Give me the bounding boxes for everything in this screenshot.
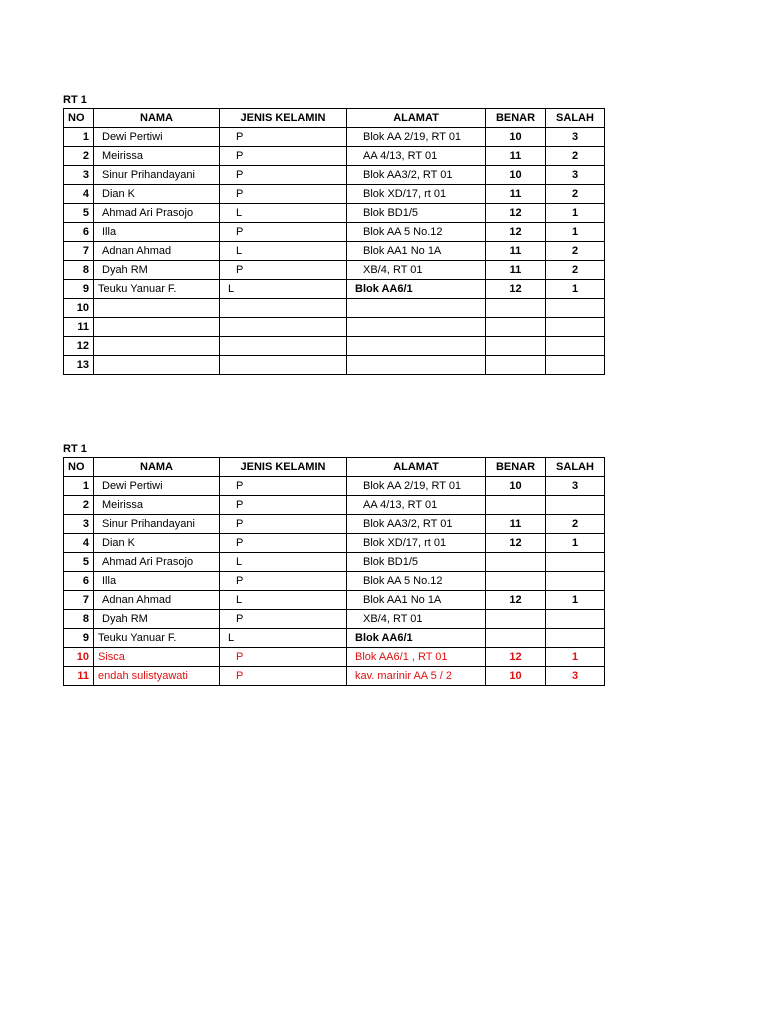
- cell-salah: 2: [546, 242, 605, 261]
- cell-benar: 11: [486, 185, 546, 204]
- cell-salah: 1: [546, 534, 605, 553]
- cell-no: 1: [64, 477, 94, 496]
- cell-no: 5: [64, 204, 94, 223]
- cell-jenis-kelamin: P: [220, 667, 347, 686]
- table-section-2: [63, 441, 605, 686]
- cell-nama: Adnan Ahmad: [94, 591, 220, 610]
- header-benar: BENAR: [486, 109, 546, 128]
- cell-alamat: XB/4, RT 01: [347, 610, 486, 629]
- cell-salah: 2: [546, 147, 605, 166]
- cell-salah: 1: [546, 591, 605, 610]
- cell-jenis-kelamin: [220, 356, 347, 375]
- table-row: [64, 337, 605, 356]
- cell-alamat: AA 4/13, RT 01: [347, 496, 486, 515]
- cell-benar: [486, 318, 546, 337]
- header-alamat: ALAMAT: [347, 109, 486, 128]
- cell-alamat: Blok AA 5 No.12: [347, 223, 486, 242]
- cell-alamat: Blok BD1/5: [347, 553, 486, 572]
- cell-no: 9: [64, 629, 94, 648]
- cell-salah: [546, 299, 605, 318]
- cell-no: 8: [64, 610, 94, 629]
- cell-no: 2: [64, 147, 94, 166]
- cell-alamat: [347, 337, 486, 356]
- table-row: [64, 629, 605, 648]
- cell-nama: Sinur Prihandayani: [94, 166, 220, 185]
- cell-no: 10: [64, 648, 94, 667]
- cell-benar: 11: [486, 147, 546, 166]
- cell-benar: [486, 572, 546, 591]
- cell-salah: 3: [546, 477, 605, 496]
- cell-no: 4: [64, 185, 94, 204]
- cell-alamat: [347, 318, 486, 337]
- cell-nama: Illa: [94, 223, 220, 242]
- cell-jenis-kelamin: P: [220, 128, 347, 147]
- cell-nama: Ahmad Ari Prasojo: [94, 204, 220, 223]
- header-alamat: ALAMAT: [347, 458, 486, 477]
- cell-nama: Meirissa: [94, 147, 220, 166]
- cell-salah: 2: [546, 515, 605, 534]
- table-row: [64, 591, 605, 610]
- cell-jenis-kelamin: P: [220, 166, 347, 185]
- cell-benar: 12: [486, 280, 546, 299]
- cell-nama: [94, 299, 220, 318]
- cell-alamat: Blok XD/17, rt 01: [347, 185, 486, 204]
- header-salah: SALAH: [546, 458, 605, 477]
- cell-no: 7: [64, 242, 94, 261]
- cell-salah: 1: [546, 280, 605, 299]
- cell-alamat: Blok AA1 No 1A: [347, 591, 486, 610]
- cell-no: 11: [64, 667, 94, 686]
- cell-nama: [94, 356, 220, 375]
- cell-nama: Dewi Pertiwi: [94, 128, 220, 147]
- cell-benar: 12: [486, 204, 546, 223]
- header-salah: SALAH: [546, 109, 605, 128]
- cell-benar: 10: [486, 667, 546, 686]
- table-header-row: [64, 109, 605, 128]
- table-row: [64, 515, 605, 534]
- cell-nama: [94, 318, 220, 337]
- cell-salah: 1: [546, 223, 605, 242]
- cell-jenis-kelamin: L: [220, 280, 347, 299]
- cell-benar: [486, 356, 546, 375]
- cell-no: 1: [64, 128, 94, 147]
- cell-benar: 11: [486, 515, 546, 534]
- cell-jenis-kelamin: P: [220, 147, 347, 166]
- cell-no: 13: [64, 356, 94, 375]
- table-row: [64, 534, 605, 553]
- cell-jenis-kelamin: P: [220, 534, 347, 553]
- cell-salah: [546, 629, 605, 648]
- cell-benar: 10: [486, 477, 546, 496]
- cell-salah: 3: [546, 166, 605, 185]
- cell-benar: 10: [486, 166, 546, 185]
- table-section-1: [63, 92, 605, 375]
- cell-alamat: Blok AA 2/19, RT 01: [347, 128, 486, 147]
- cell-no: 9: [64, 280, 94, 299]
- cell-jenis-kelamin: P: [220, 648, 347, 667]
- cell-nama: Sisca: [94, 648, 220, 667]
- cell-jenis-kelamin: P: [220, 496, 347, 515]
- cell-salah: [546, 356, 605, 375]
- section-label: RT 1: [63, 443, 87, 455]
- table-row: [64, 496, 605, 515]
- data-table-2: [63, 457, 605, 686]
- header-jenis-kelamin: JENIS KELAMIN: [220, 458, 347, 477]
- table-row: [64, 128, 605, 147]
- cell-alamat: Blok AA3/2, RT 01: [347, 166, 486, 185]
- cell-jenis-kelamin: L: [220, 242, 347, 261]
- cell-alamat: Blok AA 5 No.12: [347, 572, 486, 591]
- cell-alamat: Blok AA6/1: [347, 280, 486, 299]
- cell-salah: 1: [546, 204, 605, 223]
- cell-nama: Teuku Yanuar F.: [94, 280, 220, 299]
- cell-benar: 10: [486, 128, 546, 147]
- cell-salah: [546, 553, 605, 572]
- table-header-row: [64, 458, 605, 477]
- cell-nama: Teuku Yanuar F.: [94, 629, 220, 648]
- cell-benar: 12: [486, 648, 546, 667]
- cell-benar: [486, 629, 546, 648]
- header-jenis-kelamin: JENIS KELAMIN: [220, 109, 347, 128]
- cell-no: 4: [64, 534, 94, 553]
- cell-alamat: Blok AA6/1 , RT 01: [347, 648, 486, 667]
- cell-nama: [94, 337, 220, 356]
- table-row: [64, 356, 605, 375]
- cell-salah: [546, 610, 605, 629]
- cell-salah: [546, 337, 605, 356]
- cell-jenis-kelamin: P: [220, 477, 347, 496]
- cell-jenis-kelamin: L: [220, 204, 347, 223]
- table-row-highlighted: [64, 667, 605, 686]
- cell-alamat: Blok AA 2/19, RT 01: [347, 477, 486, 496]
- cell-nama: endah sulistyawati: [94, 667, 220, 686]
- cell-alamat: XB/4, RT 01: [347, 261, 486, 280]
- cell-jenis-kelamin: L: [220, 553, 347, 572]
- cell-nama: Dyah RM: [94, 610, 220, 629]
- cell-benar: [486, 299, 546, 318]
- cell-alamat: Blok AA6/1: [347, 629, 486, 648]
- table-row: [64, 610, 605, 629]
- header-benar: BENAR: [486, 458, 546, 477]
- cell-alamat: Blok AA1 No 1A: [347, 242, 486, 261]
- table-row: [64, 223, 605, 242]
- cell-nama: Illa: [94, 572, 220, 591]
- cell-nama: Dian K: [94, 185, 220, 204]
- cell-salah: 2: [546, 261, 605, 280]
- table-row: [64, 242, 605, 261]
- cell-nama: Ahmad Ari Prasojo: [94, 553, 220, 572]
- data-table-1: [63, 108, 605, 375]
- table-row: [64, 185, 605, 204]
- table-row: [64, 261, 605, 280]
- cell-jenis-kelamin: L: [220, 629, 347, 648]
- cell-benar: [486, 496, 546, 515]
- header-nama: NAMA: [94, 458, 220, 477]
- cell-salah: 2: [546, 185, 605, 204]
- cell-no: 3: [64, 515, 94, 534]
- cell-salah: 1: [546, 648, 605, 667]
- cell-no: 3: [64, 166, 94, 185]
- cell-benar: [486, 337, 546, 356]
- header-nama: NAMA: [94, 109, 220, 128]
- cell-jenis-kelamin: L: [220, 591, 347, 610]
- section-label: RT 1: [63, 94, 87, 106]
- table-row: [64, 204, 605, 223]
- table-row: [64, 477, 605, 496]
- cell-alamat: Blok XD/17, rt 01: [347, 534, 486, 553]
- table-row-highlighted: [64, 648, 605, 667]
- cell-jenis-kelamin: [220, 337, 347, 356]
- cell-no: 6: [64, 572, 94, 591]
- cell-salah: 3: [546, 128, 605, 147]
- cell-jenis-kelamin: P: [220, 572, 347, 591]
- cell-nama: Dyah RM: [94, 261, 220, 280]
- cell-no: 5: [64, 553, 94, 572]
- cell-salah: [546, 572, 605, 591]
- cell-alamat: Blok AA3/2, RT 01: [347, 515, 486, 534]
- table-row: [64, 280, 605, 299]
- table-row: [64, 572, 605, 591]
- cell-jenis-kelamin: [220, 299, 347, 318]
- cell-no: 8: [64, 261, 94, 280]
- cell-no: 2: [64, 496, 94, 515]
- cell-benar: 12: [486, 534, 546, 553]
- cell-alamat: Blok BD1/5: [347, 204, 486, 223]
- cell-salah: [546, 318, 605, 337]
- table-row: [64, 553, 605, 572]
- table-row: [64, 318, 605, 337]
- cell-benar: 11: [486, 242, 546, 261]
- cell-nama: Adnan Ahmad: [94, 242, 220, 261]
- cell-salah: 3: [546, 667, 605, 686]
- header-no: NO: [64, 109, 94, 128]
- table-row: [64, 147, 605, 166]
- header-no: NO: [64, 458, 94, 477]
- cell-jenis-kelamin: P: [220, 515, 347, 534]
- cell-jenis-kelamin: P: [220, 610, 347, 629]
- cell-salah: [546, 496, 605, 515]
- table-row: [64, 299, 605, 318]
- cell-jenis-kelamin: [220, 318, 347, 337]
- cell-no: 11: [64, 318, 94, 337]
- cell-alamat: [347, 299, 486, 318]
- cell-jenis-kelamin: P: [220, 223, 347, 242]
- cell-alamat: [347, 356, 486, 375]
- cell-benar: [486, 553, 546, 572]
- cell-benar: [486, 610, 546, 629]
- cell-nama: Sinur Prihandayani: [94, 515, 220, 534]
- cell-nama: Meirissa: [94, 496, 220, 515]
- cell-benar: 11: [486, 261, 546, 280]
- cell-nama: Dewi Pertiwi: [94, 477, 220, 496]
- cell-benar: 12: [486, 223, 546, 242]
- cell-jenis-kelamin: P: [220, 185, 347, 204]
- cell-benar: 12: [486, 591, 546, 610]
- cell-alamat: AA 4/13, RT 01: [347, 147, 486, 166]
- table-row: [64, 166, 605, 185]
- cell-alamat: kav. marinir AA 5 / 2: [347, 667, 486, 686]
- cell-nama: Dian K: [94, 534, 220, 553]
- cell-no: 7: [64, 591, 94, 610]
- cell-no: 12: [64, 337, 94, 356]
- cell-no: 10: [64, 299, 94, 318]
- cell-no: 6: [64, 223, 94, 242]
- cell-jenis-kelamin: P: [220, 261, 347, 280]
